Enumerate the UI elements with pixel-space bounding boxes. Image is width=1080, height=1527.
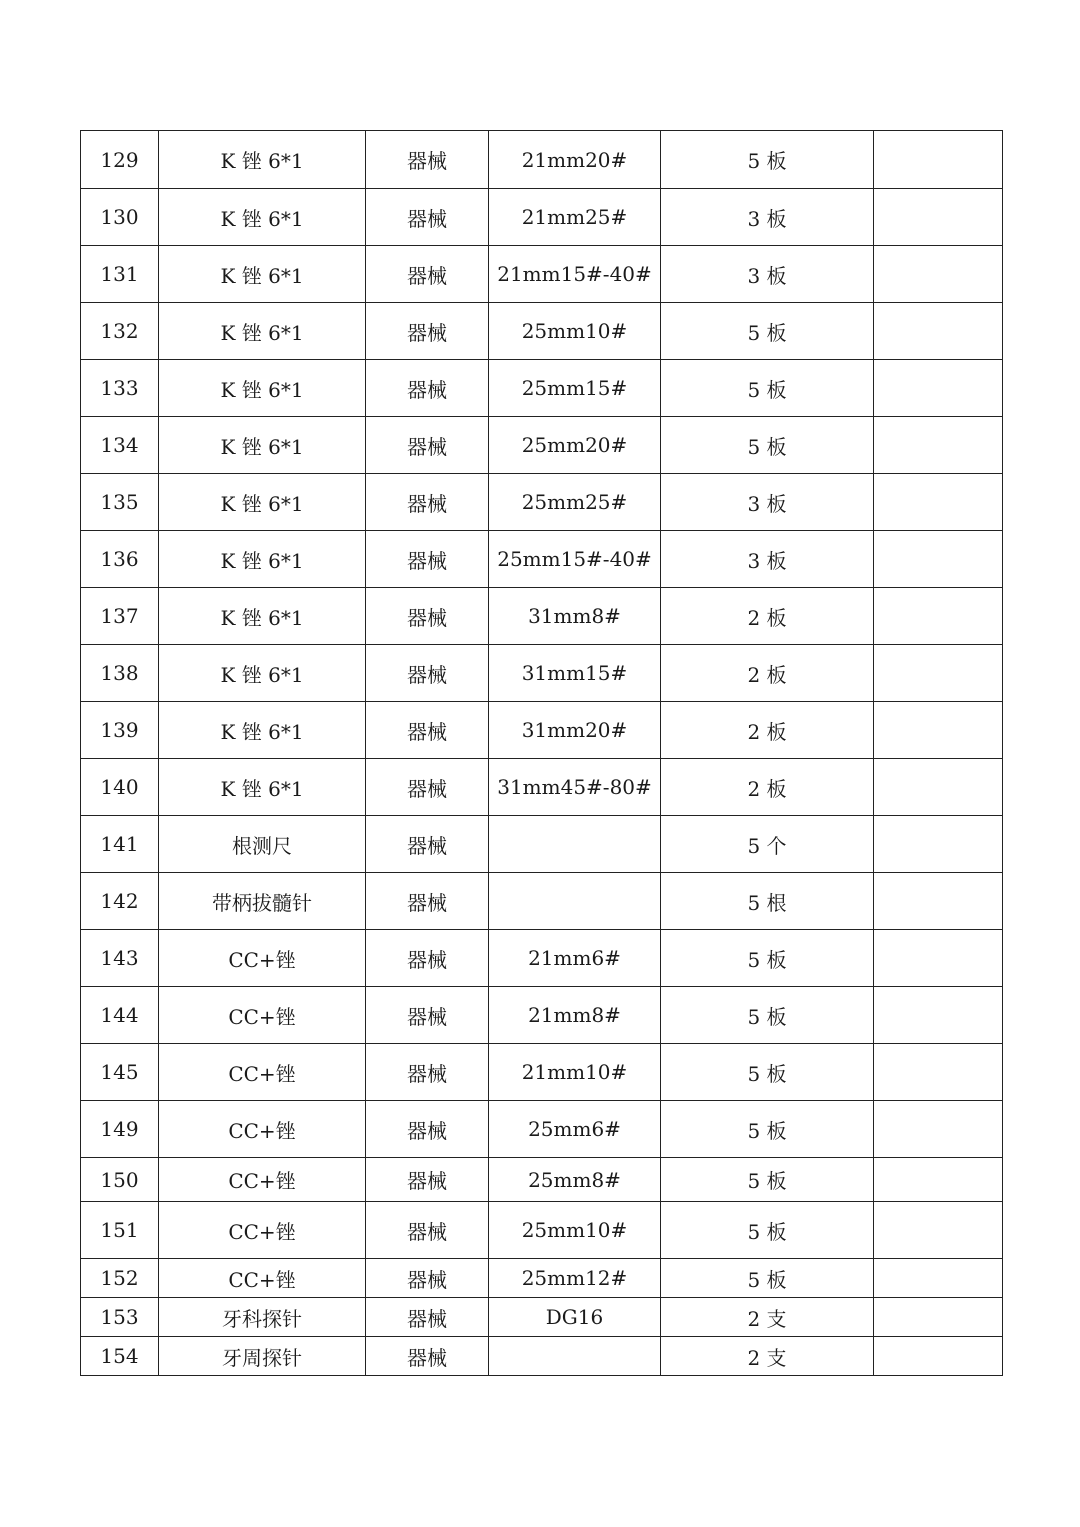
category-cell: 器械 — [366, 873, 489, 930]
row-number-cell: 150 — [81, 1158, 159, 1202]
row-number-cell: 140 — [81, 759, 159, 816]
note-cell — [874, 417, 1003, 474]
note-cell — [874, 816, 1003, 873]
table-row — [81, 1337, 1003, 1376]
table-row — [81, 645, 1003, 702]
spec-cell — [489, 1337, 661, 1376]
quantity-cell: 2 支 — [661, 1337, 874, 1376]
category-cell: 器械 — [366, 1044, 489, 1101]
row-number-cell: 151 — [81, 1202, 159, 1259]
table-row — [81, 1044, 1003, 1101]
quantity-cell: 5 板 — [661, 360, 874, 417]
category-cell: 器械 — [366, 1202, 489, 1259]
spec-cell: 25mm20# — [489, 417, 661, 474]
table-row — [81, 417, 1003, 474]
row-number-cell: 154 — [81, 1337, 159, 1376]
category-cell: 器械 — [366, 930, 489, 987]
spec-cell: 21mm6# — [489, 930, 661, 987]
item-name-cell: CC+锉 — [159, 1202, 366, 1259]
item-name-cell: K 锉 6*1 — [159, 702, 366, 759]
spec-cell: 21mm8# — [489, 987, 661, 1044]
quantity-cell: 5 板 — [661, 1158, 874, 1202]
spec-cell: 31mm15# — [489, 645, 661, 702]
row-number-cell: 142 — [81, 873, 159, 930]
item-name-cell: K 锉 6*1 — [159, 360, 366, 417]
category-cell: 器械 — [366, 1101, 489, 1158]
category-cell: 器械 — [366, 1298, 489, 1337]
quantity-cell: 2 板 — [661, 759, 874, 816]
note-cell — [874, 1101, 1003, 1158]
quantity-cell: 5 板 — [661, 1101, 874, 1158]
category-cell: 器械 — [366, 816, 489, 873]
spec-cell: 25mm8# — [489, 1158, 661, 1202]
note-cell — [874, 1158, 1003, 1202]
spec-cell: 25mm6# — [489, 1101, 661, 1158]
row-number-cell: 130 — [81, 189, 159, 246]
note-cell — [874, 1044, 1003, 1101]
quantity-cell: 3 板 — [661, 189, 874, 246]
quantity-cell: 3 板 — [661, 531, 874, 588]
category-cell: 器械 — [366, 987, 489, 1044]
note-cell — [874, 1337, 1003, 1376]
item-name-cell: 根测尺 — [159, 816, 366, 873]
quantity-cell: 5 板 — [661, 1202, 874, 1259]
item-name-cell: K 锉 6*1 — [159, 759, 366, 816]
row-number-cell: 149 — [81, 1101, 159, 1158]
spec-cell — [489, 816, 661, 873]
row-number-cell: 132 — [81, 303, 159, 360]
quantity-cell: 5 板 — [661, 131, 874, 189]
item-name-cell: K 锉 6*1 — [159, 303, 366, 360]
table-row — [81, 531, 1003, 588]
item-name-cell: CC+锉 — [159, 1158, 366, 1202]
spec-cell: DG16 — [489, 1298, 661, 1337]
table-row — [81, 246, 1003, 303]
row-number-cell: 152 — [81, 1259, 159, 1298]
note-cell — [874, 759, 1003, 816]
spec-cell: 25mm15# — [489, 360, 661, 417]
category-cell: 器械 — [366, 588, 489, 645]
row-number-cell: 134 — [81, 417, 159, 474]
note-cell — [874, 360, 1003, 417]
note-cell — [874, 189, 1003, 246]
spec-cell: 31mm8# — [489, 588, 661, 645]
row-number-cell: 145 — [81, 1044, 159, 1101]
row-number-cell: 137 — [81, 588, 159, 645]
row-number-cell: 131 — [81, 246, 159, 303]
table-row — [81, 930, 1003, 987]
item-name-cell: K 锉 6*1 — [159, 645, 366, 702]
spec-cell: 25mm12# — [489, 1259, 661, 1298]
category-cell: 器械 — [366, 645, 489, 702]
row-number-cell: 139 — [81, 702, 159, 759]
item-name-cell: CC+锉 — [159, 1044, 366, 1101]
note-cell — [874, 474, 1003, 531]
quantity-cell: 2 支 — [661, 1298, 874, 1337]
table-row — [81, 702, 1003, 759]
table-row — [81, 873, 1003, 930]
item-name-cell: 带柄拔髓针 — [159, 873, 366, 930]
category-cell: 器械 — [366, 1158, 489, 1202]
spec-cell: 21mm10# — [489, 1044, 661, 1101]
item-name-cell: CC+锉 — [159, 1101, 366, 1158]
quantity-cell: 5 板 — [661, 303, 874, 360]
item-name-cell: CC+锉 — [159, 930, 366, 987]
note-cell — [874, 930, 1003, 987]
equipment-list-table — [80, 130, 1003, 1376]
row-number-cell: 141 — [81, 816, 159, 873]
item-name-cell: K 锉 6*1 — [159, 531, 366, 588]
table-body — [81, 131, 1003, 1376]
note-cell — [874, 1259, 1003, 1298]
item-name-cell: CC+锉 — [159, 987, 366, 1044]
quantity-cell: 5 板 — [661, 1259, 874, 1298]
note-cell — [874, 246, 1003, 303]
category-cell: 器械 — [366, 246, 489, 303]
row-number-cell: 144 — [81, 987, 159, 1044]
table-row — [81, 131, 1003, 189]
item-name-cell: K 锉 6*1 — [159, 189, 366, 246]
category-cell: 器械 — [366, 1337, 489, 1376]
spec-cell: 25mm10# — [489, 303, 661, 360]
quantity-cell: 2 板 — [661, 702, 874, 759]
category-cell: 器械 — [366, 131, 489, 189]
category-cell: 器械 — [366, 360, 489, 417]
category-cell: 器械 — [366, 417, 489, 474]
item-name-cell: 牙科探针 — [159, 1298, 366, 1337]
quantity-cell: 5 板 — [661, 417, 874, 474]
note-cell — [874, 588, 1003, 645]
note-cell — [874, 131, 1003, 189]
category-cell: 器械 — [366, 759, 489, 816]
category-cell: 器械 — [366, 189, 489, 246]
category-cell: 器械 — [366, 1259, 489, 1298]
table-row — [81, 759, 1003, 816]
quantity-cell: 5 根 — [661, 873, 874, 930]
table-row — [81, 588, 1003, 645]
table-row — [81, 1259, 1003, 1298]
row-number-cell: 135 — [81, 474, 159, 531]
row-number-cell: 138 — [81, 645, 159, 702]
item-name-cell: CC+锉 — [159, 1259, 366, 1298]
row-number-cell: 153 — [81, 1298, 159, 1337]
item-name-cell: K 锉 6*1 — [159, 417, 366, 474]
table-row — [81, 474, 1003, 531]
spec-cell — [489, 873, 661, 930]
table-row — [81, 360, 1003, 417]
category-cell: 器械 — [366, 531, 489, 588]
spec-cell: 21mm15#-40# — [489, 246, 661, 303]
quantity-cell: 2 板 — [661, 645, 874, 702]
quantity-cell: 5 板 — [661, 987, 874, 1044]
note-cell — [874, 1202, 1003, 1259]
spec-cell: 21mm25# — [489, 189, 661, 246]
table-row — [81, 1101, 1003, 1158]
table-row — [81, 303, 1003, 360]
category-cell: 器械 — [366, 702, 489, 759]
table-row — [81, 189, 1003, 246]
item-name-cell: 牙周探针 — [159, 1337, 366, 1376]
table-row — [81, 1158, 1003, 1202]
row-number-cell: 133 — [81, 360, 159, 417]
note-cell — [874, 303, 1003, 360]
document-page — [80, 130, 1002, 1376]
note-cell — [874, 645, 1003, 702]
spec-cell: 21mm20# — [489, 131, 661, 189]
note-cell — [874, 531, 1003, 588]
table-row — [81, 1298, 1003, 1337]
category-cell: 器械 — [366, 474, 489, 531]
item-name-cell: K 锉 6*1 — [159, 474, 366, 531]
table-row — [81, 816, 1003, 873]
item-name-cell: K 锉 6*1 — [159, 246, 366, 303]
quantity-cell: 3 板 — [661, 474, 874, 531]
spec-cell: 31mm20# — [489, 702, 661, 759]
table-row — [81, 1202, 1003, 1259]
quantity-cell: 5 个 — [661, 816, 874, 873]
spec-cell: 31mm45#-80# — [489, 759, 661, 816]
spec-cell: 25mm10# — [489, 1202, 661, 1259]
spec-cell: 25mm25# — [489, 474, 661, 531]
quantity-cell: 5 板 — [661, 1044, 874, 1101]
table-row — [81, 987, 1003, 1044]
row-number-cell: 136 — [81, 531, 159, 588]
spec-cell: 25mm15#-40# — [489, 531, 661, 588]
row-number-cell: 143 — [81, 930, 159, 987]
note-cell — [874, 1298, 1003, 1337]
quantity-cell: 5 板 — [661, 930, 874, 987]
note-cell — [874, 702, 1003, 759]
row-number-cell: 129 — [81, 131, 159, 189]
quantity-cell: 2 板 — [661, 588, 874, 645]
category-cell: 器械 — [366, 303, 489, 360]
item-name-cell: K 锉 6*1 — [159, 588, 366, 645]
item-name-cell: K 锉 6*1 — [159, 131, 366, 189]
quantity-cell: 3 板 — [661, 246, 874, 303]
note-cell — [874, 873, 1003, 930]
note-cell — [874, 987, 1003, 1044]
